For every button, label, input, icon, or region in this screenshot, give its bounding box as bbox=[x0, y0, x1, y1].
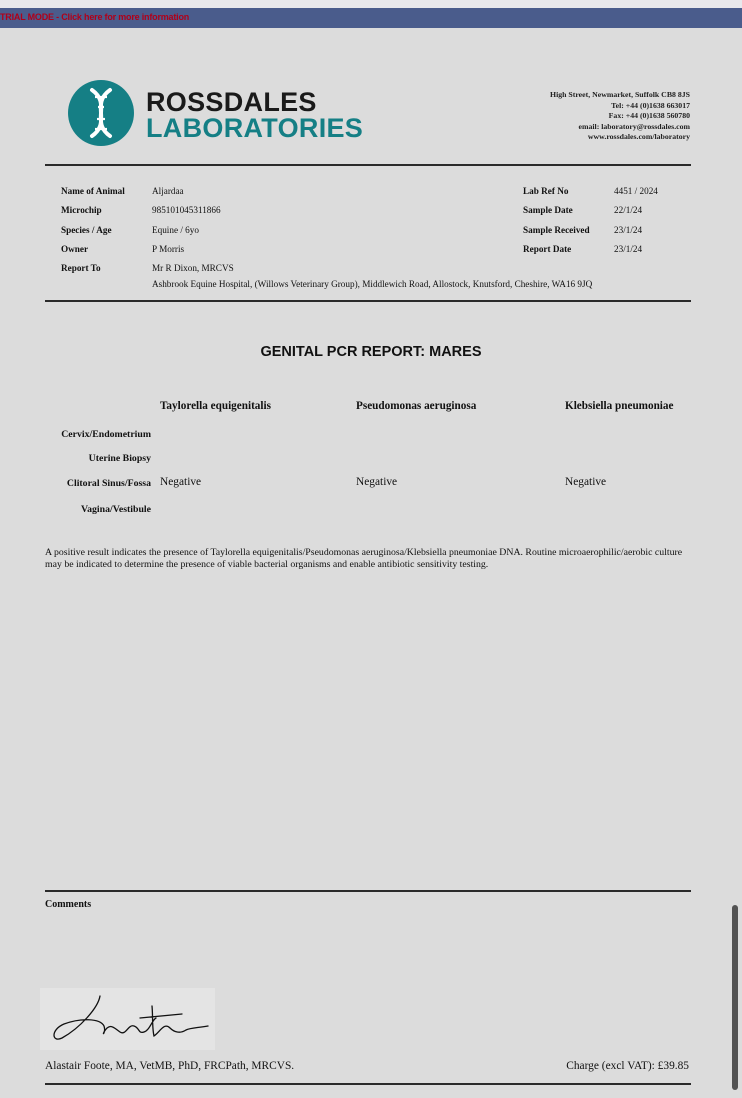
lab-address-block bbox=[550, 90, 690, 143]
lab-address: High Street, Newmarket, Suffolk CB8 8JS bbox=[550, 90, 690, 99]
value-species-age: Equine / 6yo bbox=[152, 224, 199, 235]
label-microchip: Microchip bbox=[61, 205, 102, 216]
lab-tel: Tel: +44 (0)1638 663017 bbox=[611, 100, 690, 110]
organism-header: Pseudomonas aeruginosa bbox=[356, 400, 477, 412]
value-sample-date: 22/1/24 bbox=[614, 205, 643, 216]
comments-label: Comments bbox=[45, 899, 92, 910]
label-sample-received: Sample Received bbox=[523, 224, 590, 235]
value-owner: P Morris bbox=[152, 243, 185, 254]
site-label: Clitoral Sinus/Fossa bbox=[66, 478, 151, 489]
patient-values-left bbox=[152, 182, 234, 278]
value-name-of-animal: Aljardaa bbox=[152, 186, 184, 196]
lab-fax: Fax: +44 (0)1638 560780 bbox=[608, 111, 690, 121]
patient-labels-right bbox=[523, 182, 590, 259]
result-cell: Negative bbox=[160, 476, 202, 488]
lab-logo bbox=[68, 80, 378, 148]
lab-name-line2: LABORATORIES bbox=[146, 113, 364, 143]
status-strip bbox=[0, 0, 742, 8]
lab-email: email: laboratory@rossdales.com bbox=[578, 121, 690, 131]
patient-labels-left bbox=[61, 182, 125, 278]
value-microchip: 985101045311866 bbox=[152, 205, 221, 216]
label-species-age: Species / Age bbox=[61, 224, 112, 235]
organism-header: Taylorella equigenitalis bbox=[160, 400, 271, 412]
divider-comments bbox=[45, 890, 691, 892]
vertical-scrollbar[interactable] bbox=[732, 905, 738, 1090]
signatory-name: Alastair Foote, MA, VetMB, PhD, FRCPath, MRCVS. bbox=[45, 1060, 295, 1072]
interpretation-note: A positive result indicates the presence of Taylorella equigenitalis/Pseudomonas aeruginosa/Klebsiella pneumoniae DNA. Routine microaerophilic/aerobic culture may be indicated to determine the presence of viable bacterial organisms and enable antibiotic sensitivity testing. bbox=[45, 547, 683, 571]
trial-mode-link[interactable]: TRIAL MODE - Click here for more information bbox=[0, 12, 190, 22]
result-cell: Negative bbox=[356, 476, 398, 488]
value-lab-ref: 4451 / 2024 bbox=[614, 186, 658, 196]
value-report-to: Mr R Dixon, MRCVS bbox=[152, 263, 234, 274]
site-label: Cervix/Endometrium bbox=[61, 429, 151, 440]
signature bbox=[40, 988, 215, 1050]
charge-amount: Charge (excl VAT): £39.85 bbox=[566, 1060, 689, 1072]
label-name-of-animal: Name of Animal bbox=[61, 186, 125, 196]
site-label: Uterine Biopsy bbox=[88, 453, 151, 464]
label-owner: Owner bbox=[61, 243, 89, 254]
divider-info bbox=[45, 300, 691, 302]
dna-helix-icon bbox=[68, 80, 134, 146]
value-report-to-address: Ashbrook Equine Hospital, (Willows Veterinary Group), Middlewich Road, Allostock, Knutsford, Cheshire, WA16 9JQ bbox=[152, 279, 593, 289]
report-title: GENITAL PCR REPORT: MARES bbox=[260, 344, 482, 360]
label-lab-ref: Lab Ref No bbox=[523, 186, 569, 196]
divider-bottom bbox=[45, 1083, 691, 1085]
label-sample-date: Sample Date bbox=[523, 205, 573, 216]
trial-mode-bar[interactable] bbox=[0, 8, 742, 29]
organism-header: Klebsiella pneumoniae bbox=[565, 400, 674, 412]
label-report-to: Report To bbox=[61, 263, 101, 274]
result-cell: Negative bbox=[565, 476, 607, 488]
patient-values-right bbox=[614, 182, 658, 259]
site-label: Vagina/Vestibule bbox=[80, 504, 151, 515]
lab-name-line1: ROSSDALES bbox=[146, 87, 317, 117]
label-report-date: Report Date bbox=[523, 243, 572, 254]
value-sample-received: 23/1/24 bbox=[614, 224, 643, 235]
divider-top bbox=[45, 164, 691, 166]
lab-website: www.rossdales.com/laboratory bbox=[587, 132, 690, 142]
value-report-date: 23/1/24 bbox=[614, 243, 643, 254]
